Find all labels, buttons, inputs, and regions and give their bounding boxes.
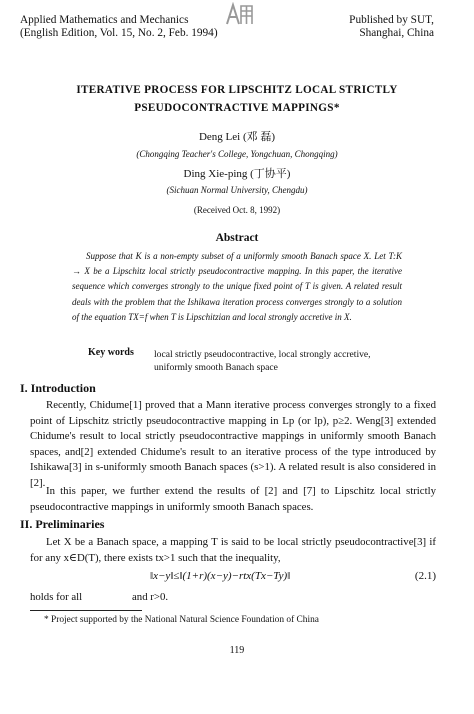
abstract-text: Suppose that K is a non-empty subset of a uniformly smooth Banach space X. Let T:K → X be a Lipschitz local strictly pseudocontractive mapping. In this paper, the iterative sequence which converges strongly to the unique fixed point of T is given. A related result deals with the problem that the Ishikawa iteration process converges strongly to a solution of the equation TX=f when T is Lipschitzian and local strongly accretive in X. [72, 251, 402, 322]
section-introduction-heading: I. Introduction [20, 381, 96, 395]
abstract-heading: Abstract [215, 232, 259, 244]
publisher-name: Published by SUT, [349, 14, 434, 26]
journal-name: Applied Mathematics and Mechanics [20, 14, 189, 26]
affiliation-1: (Chongqing Teacher's College, Yongchuan, Chongqing) [136, 149, 338, 159]
keywords-label: Key words [88, 347, 134, 358]
page-number: 119 [229, 645, 245, 656]
author-2: Ding Xie-ping (丁协平) [183, 168, 291, 180]
introduction-paragraph-2: In this paper, we further extend the results of [2] and [7] to Lipschitz local strictly pseudocontractive mappings in uniformly smooth Banach spaces. [30, 485, 436, 513]
section-preliminaries-heading: II. Preliminaries [20, 517, 105, 531]
received-date: (Received Oct. 8, 1992) [193, 205, 281, 215]
publisher-header [349, 14, 434, 40]
publisher-location: Shanghai, China [359, 27, 434, 39]
paper-title-line-1: ITERATIVE PROCESS FOR LIPSCHITZ LOCAL STRICTLY [76, 84, 398, 96]
journal-header [20, 14, 218, 40]
journal-edition: (English Edition, Vol. 15, No. 2, Feb. 1994) [20, 27, 218, 39]
footnote-divider [30, 610, 142, 611]
inequality-formula: ‖x−y‖≤‖(1+r)(x−y)−rtx(Tx−Ty)‖ [150, 570, 291, 582]
paper-title-line-2: PSEUDOCONTRACTIVE MAPPINGS* [134, 102, 340, 114]
preliminaries-paragraph: Let X be a Banach space, a mapping T is said to be local strictly pseudocontractive[3] if for any x∈D(T), there exists tx>1 such that the inequality, [30, 536, 436, 564]
keywords-line-1: local strictly pseudocontractive, local strongly accretive, [154, 349, 371, 360]
author-1: Deng Lei (邓 磊) [198, 131, 276, 143]
equation-number: (2.1) [414, 570, 436, 582]
journal-logo-icon [224, 2, 254, 28]
keywords-line-2: uniformly smooth Banach space [154, 362, 278, 373]
holds-for-all-text: holds for all [30, 591, 83, 603]
condition-text: and r>0. [132, 591, 169, 603]
introduction-paragraph-1: Recently, Chidume[1] proved that a Mann iterative process converges strongly to a fixed point of Lipschitz strictly pseudocontractive mapping in Lp (or lp), p≥2. Weng[3] extended Chidume's result to local strictly pseudocontractive mappings in uniformly smooth Banach spaces, and[2] extended Chidume's result to an iterative process of the type introduced by Ishikawa[3] in s-uniformly smooth Banach spaces (s>1). A related result is also considered in [2]. [30, 399, 436, 489]
affiliation-2: (Sichuan Normal University, Chengdu) [166, 185, 308, 195]
footnote: * Project supported by the National Natural Science Foundation of China [44, 615, 319, 625]
